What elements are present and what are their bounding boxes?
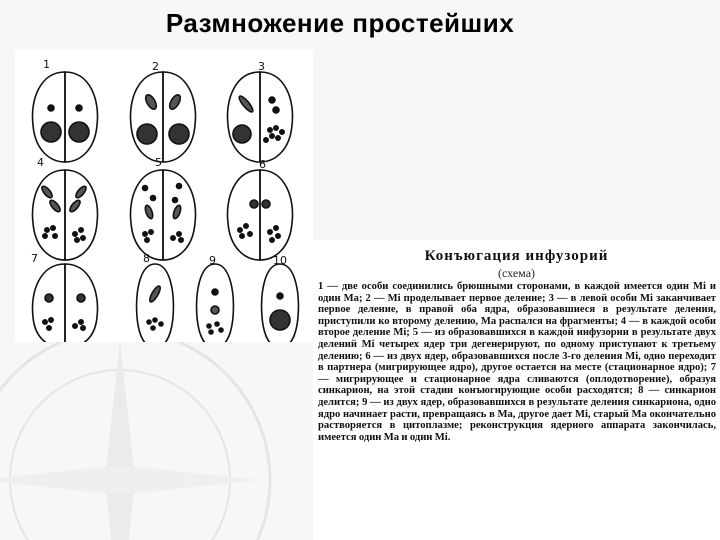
- stage-1-cells: [32, 72, 97, 162]
- slide-title: Размножение простейших: [165, 8, 515, 38]
- stage-7-cells: [32, 264, 97, 342]
- stage-label: 9: [209, 254, 216, 267]
- stage-label: 8: [143, 252, 150, 265]
- stage-3-cells: [227, 72, 292, 162]
- stage-4-cells: [32, 170, 97, 260]
- stage-5-cells: [130, 170, 195, 260]
- caption-body: 1 — две особи соединились брюшными сторонами, в каждой имеется один Mi и один Ma; 2 — Mi проделывает первое деление; 3 — в левой особи Mi заканчивает первое деление, в правой оба ядра, образовавшиеся в результате деления, приступили ко второму делению, Ma распался на фрагменты; 4 — в каждой особи второе деление Mi; 5 — из образовавшихся в каждой инфузории в результате двух делений Mi четырех ядер три дегенерируют, по одному приступают к третьему делению; 6 — из двух ядер, образовавшихся после 3-го деления Mi, одно переходит в партнера (мигрирующее ядро), другое остается на месте (стационарное ядро); 7 — мигрирующее и стационарное ядра сливаются (оплодотворение), образуя синкарион, на этой стадии конъюгирующие особи расходятся; 8 — синкарион делится; 9 — из двух ядер, образовавшихся в результате деления синкариона, одно ядро начинает расти, превращаясь в Ma, другое дает Mi, старый Ma окончательно растворяется в цитоплазме; реконструкция ядерного аппарата закончилась, имеется один Ma и один Mi.: [318, 281, 716, 443]
- stage-label: 6: [259, 158, 266, 171]
- stage-10-cell: [262, 264, 299, 342]
- stage-label: 10: [273, 254, 287, 267]
- stage-8-cell: [137, 264, 174, 342]
- stage-9-cell: [197, 264, 234, 342]
- stage-label: 2: [152, 60, 159, 73]
- stage-label: 5: [155, 156, 162, 169]
- stage-label: 4: [37, 156, 44, 169]
- caption-title: Конъюгация инфузорий: [424, 248, 609, 264]
- conjugation-figure: [15, 50, 313, 342]
- stage-6-cells: [227, 170, 292, 260]
- stage-label: 7: [31, 252, 38, 265]
- stage-2-cells: [130, 72, 195, 162]
- stage-label: 1: [43, 58, 50, 71]
- conjugation-stages-drawing: [15, 50, 313, 342]
- caption-subtitle: (схема): [497, 266, 536, 280]
- stage-label: 3: [258, 60, 265, 73]
